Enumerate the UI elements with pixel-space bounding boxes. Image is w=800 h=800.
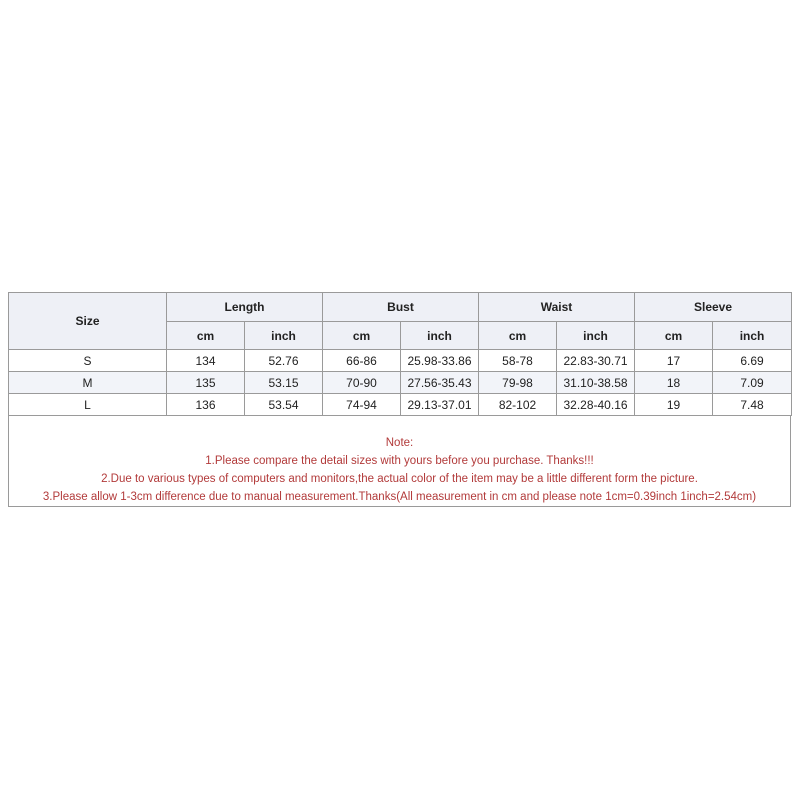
table-row <box>9 394 792 416</box>
table-cell: 66-86 <box>323 350 401 372</box>
table-row <box>9 372 792 394</box>
waist-group-header: Waist <box>479 293 635 322</box>
table-cell: 27.56-35.43 <box>401 372 479 394</box>
table-cell: 52.76 <box>245 350 323 372</box>
size-cell: S <box>9 350 167 372</box>
unit-header: cm <box>167 322 245 350</box>
table-cell: 74-94 <box>323 394 401 416</box>
unit-header: inch <box>401 322 479 350</box>
notes-box <box>8 416 791 507</box>
table-cell: 82-102 <box>479 394 557 416</box>
note-line: 1.Please compare the detail sizes with yours before you purchase. Thanks!!! <box>205 455 594 467</box>
table-cell: 29.13-37.01 <box>401 394 479 416</box>
bust-group-header: Bust <box>323 293 479 322</box>
size-chart <box>8 292 791 507</box>
table-cell: 135 <box>167 372 245 394</box>
table-cell: 79-98 <box>479 372 557 394</box>
unit-header: inch <box>713 322 792 350</box>
table-row <box>9 350 792 372</box>
note-line: 2.Due to various types of computers and monitors,the actual color of the item may be a little different form the picture. <box>101 473 698 485</box>
table-cell: 53.54 <box>245 394 323 416</box>
unit-header: inch <box>557 322 635 350</box>
length-group-header: Length <box>167 293 323 322</box>
unit-header: inch <box>245 322 323 350</box>
size-cell: L <box>9 394 167 416</box>
unit-header: cm <box>479 322 557 350</box>
table-cell: 134 <box>167 350 245 372</box>
table-cell: 18 <box>635 372 713 394</box>
size-column-header: Size <box>9 293 167 350</box>
unit-header: cm <box>635 322 713 350</box>
table-cell: 6.69 <box>713 350 792 372</box>
note-line: 3.Please allow 1-3cm difference due to manual measurement.Thanks(All measurement in cm and please note 1cm=0.39inch 1inch=2.54cm) <box>42 491 757 503</box>
table-cell: 53.15 <box>245 372 323 394</box>
table-cell: 17 <box>635 350 713 372</box>
table-cell: 136 <box>167 394 245 416</box>
note-title: Note: <box>385 437 414 449</box>
table-cell: 19 <box>635 394 713 416</box>
size-table <box>8 292 792 416</box>
table-cell: 31.10-38.58 <box>557 372 635 394</box>
table-cell: 25.98-33.86 <box>401 350 479 372</box>
table-cell: 32.28-40.16 <box>557 394 635 416</box>
unit-header: cm <box>323 322 401 350</box>
group-header-row <box>9 293 792 322</box>
table-cell: 7.48 <box>713 394 792 416</box>
size-cell: M <box>9 372 167 394</box>
sleeve-group-header: Sleeve <box>635 293 792 322</box>
table-cell: 70-90 <box>323 372 401 394</box>
table-cell: 58-78 <box>479 350 557 372</box>
table-cell: 7.09 <box>713 372 792 394</box>
table-cell: 22.83-30.71 <box>557 350 635 372</box>
